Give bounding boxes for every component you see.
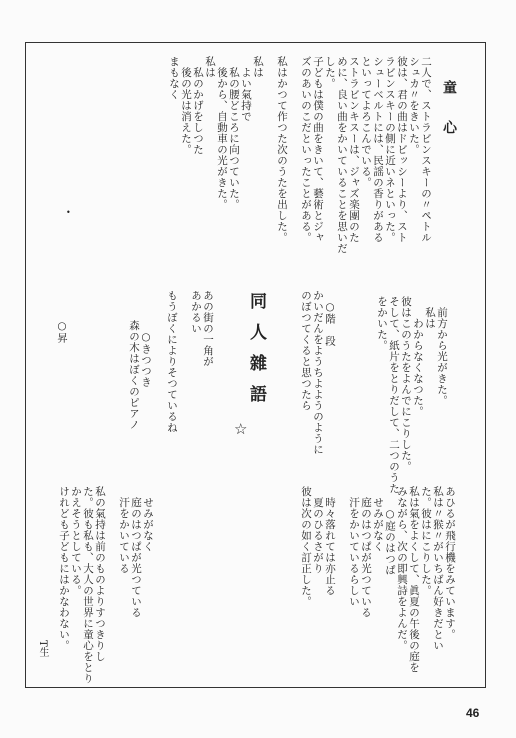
bottom-right-line: 庭のはつぱが光つている: [360, 486, 372, 618]
top-body-text: [168, 56, 432, 254]
bottom-right-line: 時々落れては亦止る: [324, 486, 336, 596]
bottom-left-line: けれども子どもにはかなわない。: [58, 486, 70, 651]
middle-left2-line: もうぼくによりそつているね: [166, 290, 178, 433]
top-line: ズのあいのこだといったことがある。: [300, 56, 312, 243]
page-number: 46: [466, 706, 480, 720]
bottom-left-line: た。彼も私も、大人の世界に童心をとり: [82, 486, 94, 684]
top-line: ストラビンキスーは、ジャズ楽團のた: [348, 56, 360, 243]
top-line: ラビンスキーの側に近いネといった。: [384, 56, 396, 243]
top-line: 彼は、君の曲はドビッシーより、スト: [396, 56, 408, 243]
top-right-line: わからなくなつた。: [412, 296, 424, 417]
top-right-line: 彼はこのうたをよんでにこりした。: [400, 296, 412, 472]
bottom-right-text: [300, 486, 456, 673]
middle-left-line: [80, 320, 92, 470]
top-line: 私は: [204, 56, 216, 78]
top-line: シューベルトには、民謡の香りがある: [372, 56, 384, 243]
bottom-left-text: [58, 486, 154, 684]
bottom-right-line: 汗をかいているらしい: [348, 486, 360, 607]
middle-mid-line: かいだんをようちよようのように: [312, 290, 324, 455]
continued-text: [376, 296, 448, 494]
top-line: 私のかげをしつた: [192, 56, 204, 155]
bottom-right-line: せみがなく: [372, 486, 384, 552]
top-line: 二人で、ストラビンスキーの〃ペトル: [420, 56, 432, 243]
top-line: めに、良い曲をかいていることを思いだ: [336, 56, 348, 254]
author-signature: T生: [37, 640, 48, 658]
middle-mid-line: ○階 段: [324, 290, 336, 347]
stray-dot-mark: •: [66, 208, 71, 217]
bottom-right-line: 彼は次の如く訂正した。: [300, 486, 312, 607]
bottom-right-line: [336, 486, 348, 666]
top-right-line: そして、紙片をとりだして、二つのうた: [388, 296, 400, 494]
bottom-left-line: かえそうとしている。: [70, 486, 82, 596]
top-line: [288, 56, 300, 228]
middle-mid-line: のぼつてくると思つたら: [300, 290, 312, 411]
poem-kaidan: [300, 290, 336, 455]
middle-left-line: [92, 320, 104, 470]
poem-kitsutsuki: [56, 320, 152, 470]
bottom-right-line: ○庭のはつぱ: [384, 486, 396, 576]
top-line: 子どもは僕の曲をきいて、藝術とジャ: [312, 56, 324, 243]
top-line: 私はかつて作つた次のうたを出した。: [276, 56, 288, 243]
top-line: 後の光は消えた。: [180, 56, 192, 155]
top-line: よい氣持で: [240, 56, 252, 122]
middle-left2-line: あかるい: [190, 290, 202, 334]
middle-left2-line: あの街の一角が: [202, 290, 214, 367]
bottom-left-line: せみがなく: [142, 486, 154, 552]
bottom-right-line: 夏のひるさがり: [312, 486, 324, 574]
top-line: 私の腰どころに向つていた。: [228, 56, 240, 210]
top-line: 私は: [252, 56, 264, 78]
top-right-line: 私は: [424, 296, 436, 329]
article-heading: 童 心: [441, 80, 457, 140]
top-line: といってよろこんでいる。: [360, 56, 372, 188]
bottom-left-line: 庭のはつぱが光つている: [130, 486, 142, 618]
bottom-right-line: みながら、次の即興詩をよんだ。: [396, 486, 408, 651]
top-right-line: 前方から光がきた。: [436, 296, 448, 406]
middle-left-line: [116, 320, 128, 470]
middle-left-line: [104, 320, 116, 470]
bottom-right-line: た。彼はにこりした。: [420, 486, 432, 596]
top-line: まもなく: [168, 56, 180, 100]
bottom-left-line: 私の氣持は前のものよりすつきりし: [94, 486, 106, 662]
bottom-right-line: 私は氣をよくして、眞夏の午後の庭を: [408, 486, 420, 673]
middle-left-line: 森の木はぼくのピアノ: [128, 320, 140, 430]
bottom-left-line: 汗をかいている: [118, 486, 130, 574]
middle-left-line: ○きつつき: [140, 320, 152, 388]
top-line: した。: [324, 56, 336, 89]
bottom-right-line: 私は〃猴〃がいちばん好きだとい: [432, 486, 444, 651]
top-line: 後から、自動車の光がきた。: [216, 56, 228, 210]
poem-street: [166, 290, 214, 440]
bottom-left-line: [106, 486, 118, 666]
top-line: シュカ〃をきいた。: [408, 56, 420, 155]
middle-left-line: [68, 320, 80, 470]
top-right-line: をかいた。: [376, 296, 388, 351]
star-icon: ☆: [234, 420, 248, 438]
middle-left-line: ○昇: [56, 320, 68, 344]
top-line: [264, 56, 276, 228]
middle-left2-line: [178, 290, 190, 440]
bottom-right-line: あひるが飛行機をみています。: [444, 486, 456, 640]
section-title: 同人雜語: [246, 292, 266, 416]
